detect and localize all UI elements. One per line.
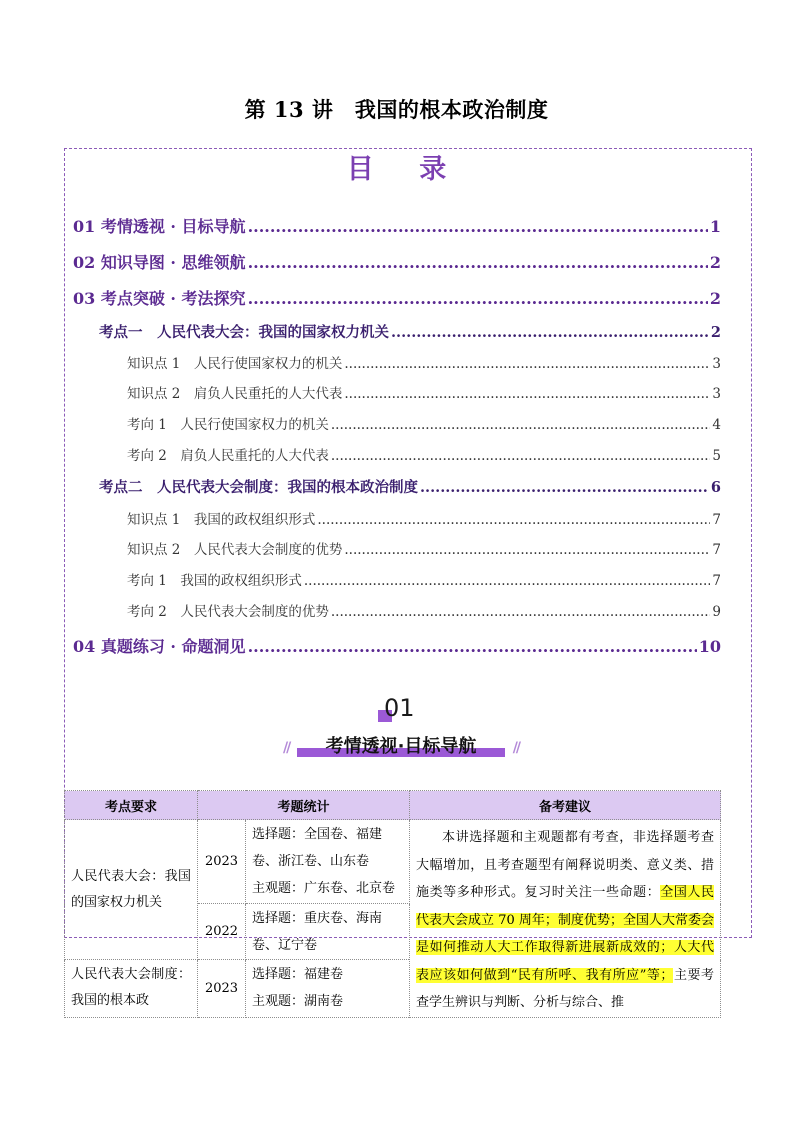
slash-decoration-right: // — [512, 740, 519, 756]
requirement-cell: 人民代表大会：我国的国家权力机关 — [65, 820, 198, 960]
header-advice: 备考建议 — [410, 791, 721, 820]
toc-entry-label: 01 考情透视 · 目标导航 — [73, 217, 246, 236]
toc-entry[interactable] — [127, 413, 721, 433]
toc-entry-page: 5 — [712, 448, 721, 464]
section-number-badge — [378, 694, 418, 726]
stats-line: 选择题：全国卷、福建卷、浙江卷、山东卷 — [252, 827, 383, 870]
toc-leader-dots — [391, 324, 709, 341]
toc-entry[interactable] — [99, 321, 721, 342]
table-row — [65, 820, 721, 904]
toc-entry[interactable] — [127, 538, 721, 558]
advice-text: 本讲选择题和主观题都有考查，非选择题考查大幅增加，且考查题型有阐释说明类、意义类、措施类等多种形式。复习时关注一些命题： — [416, 830, 715, 900]
toc-entry-label: 知识点 1 我国的政权组织形式 — [127, 512, 316, 528]
toc-entry-page: 3 — [712, 386, 721, 402]
toc-entry-label: 考向 1 人民行使国家权力的机关 — [127, 417, 329, 433]
toc-entry-label: 考点一 人民代表大会：我国的国家权力机关 — [99, 324, 389, 341]
advice-cell — [410, 820, 721, 1018]
toc-entry-page: 2 — [709, 253, 721, 272]
toc-entry[interactable] — [73, 286, 721, 309]
toc-entry-page: 7 — [712, 512, 721, 528]
toc-leader-dots — [331, 417, 711, 433]
toc-entry[interactable] — [127, 600, 721, 620]
section-banner — [283, 732, 519, 760]
toc-heading: 目 录 — [346, 154, 465, 185]
toc-entry[interactable] — [127, 382, 721, 402]
toc-entry-page: 7 — [712, 573, 721, 589]
stats-cell: 选择题：重庆卷、海南卷、辽宁卷 — [246, 904, 410, 960]
toc-entry[interactable] — [127, 444, 721, 464]
toc-leader-dots — [344, 386, 710, 402]
year-cell: 2022 — [198, 904, 246, 960]
toc-leader-dots — [420, 479, 709, 496]
toc-entry-label: 知识点 1 人民行使国家权力的机关 — [127, 356, 343, 372]
toc-entry-label: 03 考点突破 · 考法探究 — [73, 289, 246, 308]
toc-entry-page: 10 — [698, 637, 721, 656]
toc-leader-dots — [344, 542, 710, 558]
section-title: 考情透视·目标导航 — [325, 736, 477, 757]
toc-leader-dots — [248, 253, 708, 272]
toc-entry-page: 2 — [709, 289, 721, 308]
toc-leader-dots — [344, 356, 710, 372]
toc-entry-page: 2 — [710, 324, 721, 341]
toc-leader-dots — [304, 573, 711, 589]
toc-entry[interactable] — [127, 569, 721, 589]
stats-cell — [246, 960, 410, 1017]
year-cell: 2023 — [198, 820, 246, 904]
toc-leader-dots — [331, 604, 711, 620]
header-statistics: 考题统计 — [198, 791, 410, 820]
toc-leader-dots — [248, 289, 708, 308]
toc-entry-page: 7 — [712, 542, 721, 558]
stats-cell — [246, 820, 410, 904]
year-cell: 2023 — [198, 960, 246, 1017]
toc-leader-dots — [317, 512, 710, 528]
toc-entry[interactable] — [73, 634, 721, 657]
advice-highlighted-topics: 全国人民代表大会成立 70 周年；制度优势；全国人大常委会是如何推动人大工作取得新进展新成效的；人大代表应该如何做到“民有所呼、我有所应”等； — [416, 885, 715, 983]
toc-entry-page: 1 — [709, 217, 721, 236]
header-requirement: 考点要求 — [65, 791, 198, 820]
toc-entry[interactable] — [73, 250, 721, 273]
slash-decoration-left: // — [283, 740, 290, 756]
table-header-row — [65, 791, 721, 820]
requirement-cell: 人民代表大会制度：我国的根本政 — [65, 960, 198, 1017]
toc-entry-page: 4 — [712, 417, 721, 433]
section-number: 01 — [384, 694, 415, 722]
document-title: 第 13 讲 我国的根本政治制度 — [244, 97, 549, 122]
toc-leader-dots — [331, 448, 711, 464]
toc-entry-label: 考点二 人民代表大会制度：我国的根本政治制度 — [99, 479, 418, 496]
toc-entry-page: 9 — [712, 604, 721, 620]
toc-entry[interactable] — [127, 352, 721, 372]
exam-overview-table — [64, 790, 721, 1018]
toc-entry-label: 考向 2 肩负人民重托的人大代表 — [127, 448, 329, 464]
toc-leader-dots — [248, 637, 697, 656]
toc-entry-page: 3 — [712, 356, 721, 372]
toc-entry-label: 知识点 2 人民代表大会制度的优势 — [127, 542, 343, 558]
stats-line: 选择题：福建卷 — [252, 967, 344, 983]
toc-entry-label: 02 知识导图 · 思维领航 — [73, 253, 246, 272]
stats-line: 主观题：广东卷、北京卷 — [252, 881, 396, 897]
toc-entry[interactable] — [99, 476, 721, 497]
advice-text-continued: 主要考查学生辨识与判断、分析与综合、推 — [416, 967, 715, 1010]
toc-entry-label: 知识点 2 肩负人民重托的人大代表 — [127, 386, 343, 402]
toc-entry[interactable] — [73, 214, 721, 237]
toc-entry[interactable] — [127, 508, 721, 528]
stats-line: 主观题：湖南卷 — [252, 994, 344, 1010]
toc-entry-label: 04 真题练习 · 命题洞见 — [73, 637, 246, 656]
toc-leader-dots — [248, 217, 708, 236]
toc-entry-page: 6 — [710, 479, 721, 496]
toc-entry-label: 考向 1 我国的政权组织形式 — [127, 573, 302, 589]
toc-entry-label: 考向 2 人民代表大会制度的优势 — [127, 604, 329, 620]
